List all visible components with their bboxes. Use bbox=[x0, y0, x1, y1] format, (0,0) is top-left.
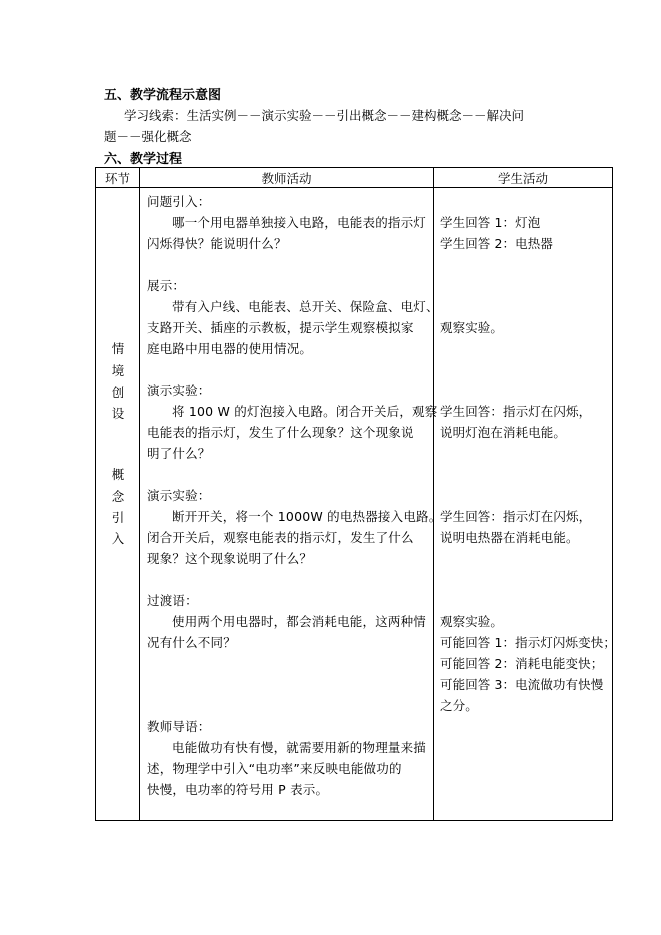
teacher-line: 带有入户线、电能表、总开关、保险盒、电灯、 bbox=[172, 299, 439, 314]
teacher-line: 现象？这个现象说明了什么？ bbox=[147, 551, 313, 566]
stage-char: 设 bbox=[111, 406, 125, 421]
teacher-line: 支路开关、插座的示教板，提示学生观察模拟家 bbox=[147, 320, 414, 335]
stage-char: 创 bbox=[111, 385, 125, 400]
stage-cell bbox=[96, 188, 140, 821]
student-line: 可能回答 3：电流做功有快慢 bbox=[440, 677, 604, 692]
teacher-line: 闪烁得快？能说明什么？ bbox=[147, 236, 287, 251]
teacher-line: 问题引入： bbox=[147, 194, 211, 209]
teacher-line: 使用两个用电器时，都会消耗电能，这两种情 bbox=[172, 614, 427, 629]
teacher-line: 快慢，电功率的符号用 P 表示。 bbox=[147, 782, 329, 797]
student-line: 观察实验。 bbox=[440, 614, 504, 629]
stage-char: 念 bbox=[111, 489, 125, 504]
teacher-line: 电能表的指示灯，发生了什么现象？这个现象说 bbox=[147, 425, 414, 440]
teacher-line: 将 100 W 的灯泡接入电路。闭合开关后，观察 bbox=[172, 404, 438, 419]
teacher-line: 况有什么不同？ bbox=[147, 635, 236, 650]
teacher-line: 庭电路中用电器的使用情况。 bbox=[147, 341, 313, 356]
table-row bbox=[96, 188, 613, 821]
teaching-process-table bbox=[95, 167, 616, 821]
flow-line-1: 学习线索：生活实例－－演示实验－－引出概念－－建构概念－－解决问 bbox=[124, 108, 525, 123]
student-line: 观察实验。 bbox=[440, 320, 504, 335]
student-line: 说明电热器在消耗电能。 bbox=[440, 530, 579, 545]
student-line: 学生回答 1：灯泡 bbox=[440, 215, 541, 230]
teacher-line: 展示： bbox=[147, 278, 186, 293]
teacher-line: 过渡语： bbox=[147, 593, 198, 608]
stage-char: 境 bbox=[111, 363, 125, 378]
stage-char: 概 bbox=[111, 467, 125, 482]
stage-char: 入 bbox=[111, 531, 125, 546]
teacher-activity-cell bbox=[140, 188, 442, 821]
flow-line-2: 题－－强化概念 bbox=[104, 129, 192, 144]
teacher-line: 演示实验： bbox=[147, 383, 211, 398]
teacher-line: 述，物理学中引入“电功率”来反映电能做功的 bbox=[147, 761, 402, 776]
teacher-line: 闭合开关后，观察电能表的指示灯，发生了什么 bbox=[147, 530, 414, 545]
teacher-line: 断开开关，将一个 1000W 的电热器接入电路。 bbox=[172, 509, 442, 524]
teacher-line: 教师导语： bbox=[147, 719, 211, 734]
student-line: 说明灯泡在消耗电能。 bbox=[440, 425, 567, 440]
section-5-title: 五、教学流程示意图 bbox=[104, 88, 222, 103]
teacher-line: 电能做功有快有慢，就需要用新的物理量来描 bbox=[172, 740, 427, 755]
student-line: 学生回答 2：电热器 bbox=[440, 236, 553, 251]
student-line: 可能回答 1：指示灯闪烁变快； bbox=[440, 635, 616, 650]
teacher-line: 演示实验： bbox=[147, 488, 211, 503]
stage-char: 引 bbox=[111, 510, 125, 525]
student-line: 学生回答：指示灯在闪烁， bbox=[440, 404, 592, 419]
teacher-line: 哪一个用电器单独接入电路，电能表的指示灯 bbox=[172, 215, 427, 230]
student-line: 学生回答：指示灯在闪烁， bbox=[440, 509, 592, 524]
student-line: 之分。 bbox=[440, 698, 478, 713]
section-6-title: 六、教学过程 bbox=[104, 152, 183, 167]
header-teacher: 教师活动 bbox=[140, 168, 434, 188]
student-line: 可能回答 2：消耗电能变快； bbox=[440, 656, 604, 671]
header-stage: 环节 bbox=[96, 168, 140, 188]
student-activity-cell bbox=[434, 188, 616, 821]
table-header-row bbox=[96, 168, 613, 188]
stage-char: 情 bbox=[111, 341, 125, 356]
header-student: 学生活动 bbox=[434, 168, 613, 188]
teacher-line: 明了什么？ bbox=[147, 446, 211, 461]
